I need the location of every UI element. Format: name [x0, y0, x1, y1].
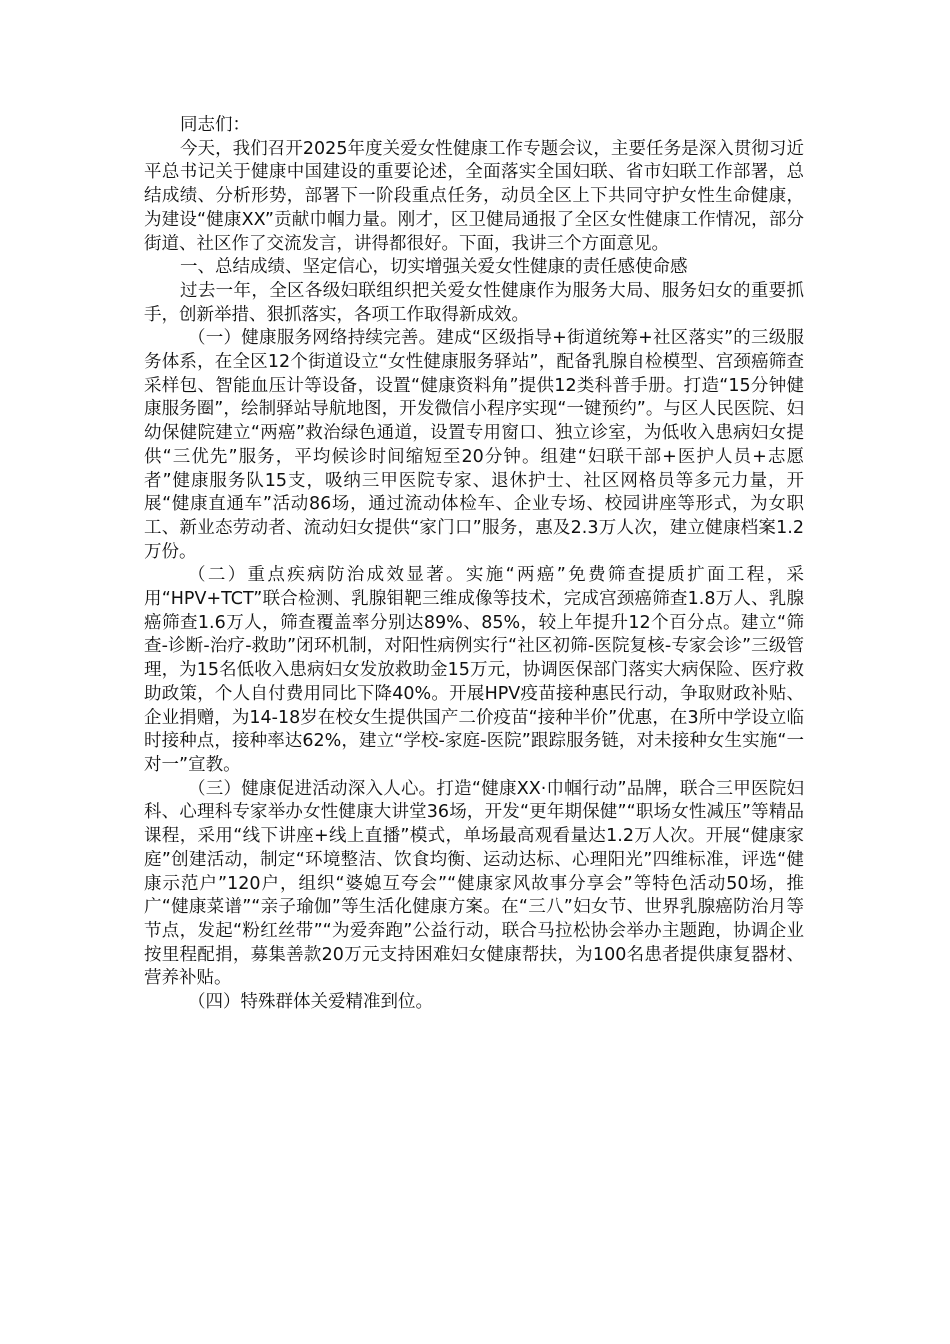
subsection-paragraph-3: （三）健康促进活动深入人心。打造“健康XX·巾帼行动”品牌，联合三甲医院妇科、心理科专家举办女性健康大讲堂36场，开发“更年期保健”“职场女性减压”等精品课程，采用“线下讲座+线上直播”模式，单场最高观看量达1.2万人次。开展“健康家庭”创建活动，制定“环境整洁、饮食均衡、运动达标、心理阳光”四维标准，评选“健康示范户”120户，组织“婆媳互夸会”“健康家风故事分享会”等特色活动50场，推广“健康菜谱”“亲子瑜伽”等生活化健康方案。在“三八”妇女节、世界乳腺癌防治月等节点，发起“粉红丝带”“为爱奔跑”公益行动，联合马拉松协会举办主题跑，协调企业按里程配捐，募集善款20万元支持困难妇女健康帮扶，为100名患者提供康复器材、营养补贴。: [144, 778, 804, 989]
subsection-paragraph-1: （一）健康服务网络持续完善。建成“区级指导+街道统筹+社区落实”的三级服务体系，在全区12个街道设立“女性健康服务驿站”，配备乳腺自检模型、宫颈癌筛查采样包、智能血压计等设备，设置“健康资料角”提供12类科普手册。打造“15分钟健康服务圈”，绘制驿站导航地图，开发微信小程序实现“一键预约”。与区人民医院、妇幼保健院建立“两癌”救治绿色通道，设置专用窗口、独立诊室，为低收入患病妇女提供“三优先”服务，平均候诊时间缩短至20分钟。组建“妇联干部+医护人员+志愿者”健康服务队15支，吸纳三甲医院专家、退休护士、社区网格员等多元力量，开展“健康直通车”活动86场，通过流动体检车、企业专场、校园讲座等形式，为女职工、新业态劳动者、流动妇女提供“家门口”服务，惠及2.3万人次，建立健康档案1.2万份。: [144, 328, 804, 562]
document-body: [144, 114, 804, 1015]
salutation: 同志们：: [180, 115, 250, 135]
subsection-paragraph-2: （二）重点疾病防治成效显著。实施“两癌”免费筛查提质扩面工程，采用“HPV+TCT”联合检测、乳腺钼靶三维成像等技术，完成宫颈癌筛查1.8万人、乳腺癌筛查1.6万人，筛查覆盖率分别达89%、85%，较上年提升12个百分点。建立“筛查-诊断-治疗-救助”闭环机制，对阳性病例实行“社区初筛-医院复核-专家会诊”三级管理，为15名低收入患病妇女发放救助金15万元，协调医保部门落实大病保险、医疗救助政策，个人自付费用同比下降40%。开展HPV疫苗接种惠民行动，争取财政补贴、企业捐赠，为14-18岁在校女生提供国产二价疫苗“接种半价”优惠，在3所中学设立临时接种点，接种率达62%，建立“学校-家庭-医院”跟踪服务链，对未接种女生实施“一对一”宣教。: [144, 565, 804, 775]
section-intro-paragraph: 过去一年，全区各级妇联组织把关爱女性健康作为服务大局、服务妇女的重要抓手，创新举措、狠抓落实，各项工作取得新成效。: [144, 280, 804, 325]
section-heading-one: 一、总结成绩、坚定信心，切实增强关爱女性健康的责任感使命感: [180, 257, 688, 278]
opening-paragraph: 今天，我们召开2025年度关爱女性健康工作专题会议，主要任务是深入贯彻习近平总书记关于健康中国建设的重要论述，全面落实全国妇联、省市妇联工作部署，总结成绩、分析形势，部署下一阶段重点任务，动员全区上下共同守护女性生命健康，为建设“健康XX”贡献巾帼力量。刚才，区卫健局通报了全区女性健康工作情况，部分街道、社区作了交流发言，讲得都很好。下面，我讲三个方面意见。: [144, 138, 804, 254]
subsection-heading-4: （四）特殊群体关爱精准到位。: [188, 992, 433, 1013]
